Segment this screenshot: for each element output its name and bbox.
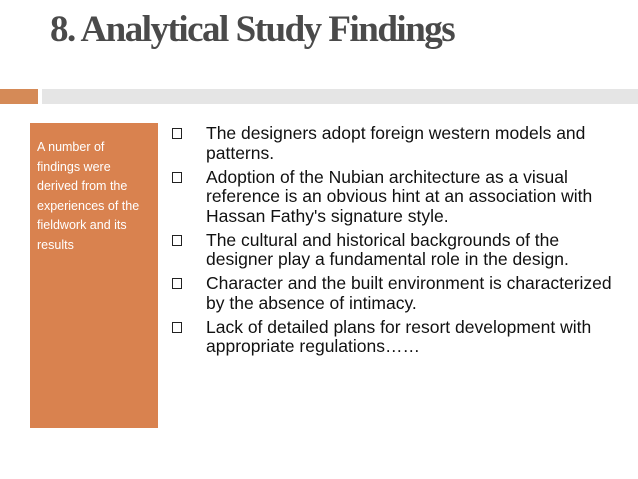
bullet-list [170, 124, 630, 361]
side-panel [30, 123, 158, 428]
divider-bar [42, 89, 638, 104]
bullet-item [170, 231, 630, 270]
bullet-item [170, 318, 630, 357]
bullet-text: Character and the built environment is characterized by the absence of intimacy. [206, 273, 612, 313]
square-bullet-icon [172, 235, 182, 246]
square-bullet-icon [172, 322, 182, 333]
bullet-item [170, 168, 630, 227]
bullet-item [170, 274, 630, 313]
square-bullet-icon [172, 172, 182, 183]
square-bullet-icon [172, 278, 182, 289]
bullet-text: The designers adopt foreign western models and patterns. [206, 123, 586, 163]
side-panel-text: A number of findings were derived from the experiences of the fieldwork and its results [37, 140, 140, 252]
square-bullet-icon [172, 128, 182, 139]
bullet-text: The cultural and historical backgrounds of the designer play a fundamental role in the design. [206, 229, 569, 269]
bullet-text: Adoption of the Nubian architecture as a visual reference is an obvious hint at an association with Hassan Fathy's signature style. [206, 166, 593, 226]
bullet-item [170, 124, 630, 163]
accent-bar [0, 89, 38, 104]
slide-title: 8. Analytical Study Findings [50, 9, 455, 50]
bullet-text: Lack of detailed plans for resort development with appropriate regulations…… [206, 316, 592, 356]
